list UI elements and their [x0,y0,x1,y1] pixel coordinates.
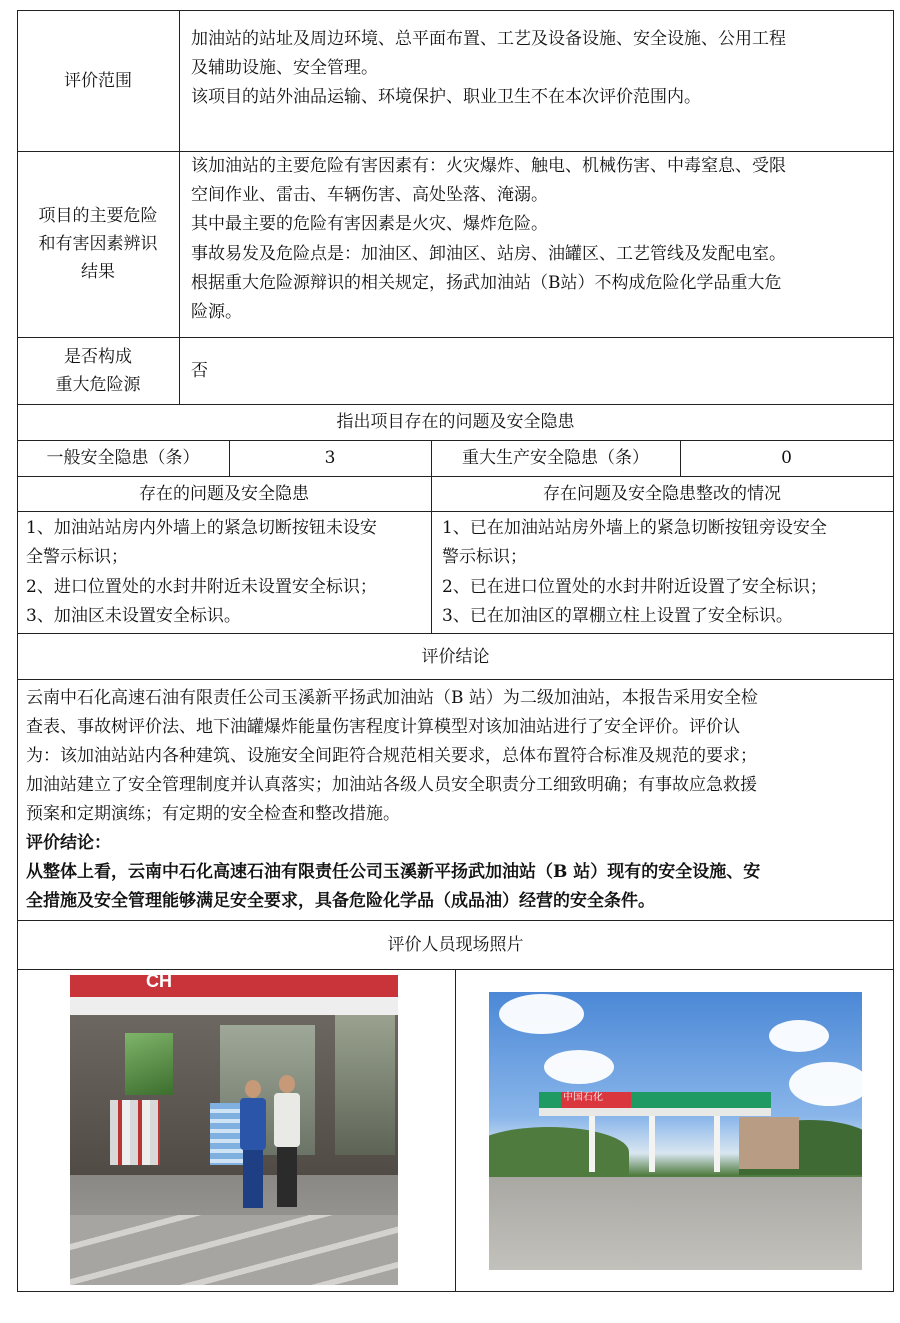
hazards-line: 其中最主要的危险有害因素是火灾、爆炸危险。 [191,214,548,234]
scope-line: 及辅助设施、安全管理。 [191,58,378,78]
conclusion-line: 为：该加油站站内各种建筑、设施安全间距符合规范相关要求，总体布置符合标准及规范的要求； [26,746,757,766]
issue-line: 1、加油站站房内外墙上的紧急切断按钮未设安 [26,518,377,538]
fix-line: 3、已在加油区的罩棚立柱上设置了安全标识。 [442,606,793,626]
hazards-line: 该加油站的主要危险有害因素有：火灾爆炸、触电、机械伤害、中毒窒息、受限 [191,156,786,176]
ground-markings [70,1215,398,1285]
scope-line: 该项目的站外油品运输、环境保护、职业卫生不在本次评价范围内。 [191,87,701,107]
row-divider [17,920,894,921]
fix-line: 1、已在加油站站房外墙上的紧急切断按钮旁设安全 [442,518,827,538]
label-column-divider [179,10,180,404]
photos-header: 评价人员现场照片 [387,935,524,955]
site-photo-staff [70,975,398,1285]
conclusion-line: 查表、事故树评价法、地下油罐爆炸能量伤害程度计算模型对该加油站进行了安全评价。评价认 [26,717,740,737]
conclusion-bold-title: 评价结论： [26,833,111,853]
store-window [125,1033,173,1095]
store-glass [335,1015,395,1155]
person-2 [274,1075,300,1212]
row-divider [17,476,894,477]
conclusion-line: 加油站建立了安全管理制度并认真落实；加油站各级人员安全职责分工细致明确；有事故应急救援 [26,775,757,795]
conclusion-header: 评价结论 [421,647,490,667]
cloud [769,1020,829,1052]
row-divider [17,151,894,152]
issue-line: 全警示标识； [26,547,128,567]
table-border-bottom [17,1291,894,1292]
major-hazard-value: 否 [191,361,208,381]
issues-left-header: 存在的问题及安全隐患 [139,484,309,504]
store-sign [70,975,398,997]
major-hazard-label: 重大危险源 [55,375,141,395]
row-divider [17,511,894,512]
station-building [739,1117,799,1169]
conclusion-line: 云南中石化高速石油有限责任公司玉溪新平扬武加油站（B 站）为二级加油站，本报告采用安全检 [26,688,758,708]
canopy-pillar [589,1116,595,1172]
person-1 [240,1080,266,1212]
issue-line: 3、加油区未设置安全标识。 [26,606,241,626]
row-divider [17,679,894,680]
scope-label: 评价范围 [64,71,132,91]
major-hazard-count: 0 [781,448,792,468]
row-divider [17,337,894,338]
forecourt [489,1177,862,1270]
row-divider [17,633,894,634]
goods-stack [110,1100,160,1165]
store-sign-text: CH [146,975,172,991]
hazards-line: 事故易发及危险点是：加油区、卸油区、站房、油罐区、工艺管线及发配电室。 [191,244,786,264]
hazards-label: 结果 [81,262,115,282]
hill [489,1127,629,1177]
fix-line: 警示标识； [442,547,527,567]
hazards-label: 和有害因素辨识 [38,234,158,254]
cloud [789,1062,862,1106]
major-hazard-label: 是否构成 [64,347,132,367]
conclusion-bold-line: 全措施及安全管理能够满足安全要求，具备危险化学品（成品油）经营的安全条件。 [26,891,655,911]
canopy-underside [539,1108,771,1116]
major-hazard-count-label: 重大生产安全隐患（条） [462,448,649,468]
cloud [499,994,584,1034]
conclusion-line: 预案和定期演练；有定期的安全检查和整改措施。 [26,804,400,824]
issue-line: 2、进口位置处的水封井附近未设置安全标识； [26,577,377,597]
hazards-line: 险源。 [191,302,242,322]
canopy-pillar [649,1116,655,1172]
hazards-line: 空间作业、雷击、车辆伤害、高处坠落、淹溺。 [191,185,548,205]
cloud [544,1050,614,1084]
scope-line: 加油站的站址及周边环境、总平面布置、工艺及设备设施、安全设施、公用工程 [191,29,786,49]
general-hazard-label: 一般安全隐患（条） [46,448,200,468]
hazards-line: 根据重大危险源辩识的相关规定，扬武加油站（B站）不构成危险化学品重大危 [191,273,782,293]
issues-right-header: 存在问题及安全隐患整改的情况 [543,484,781,504]
table-border-top [17,10,894,11]
canopy-pillar [714,1116,720,1172]
general-hazard-count: 3 [324,448,336,468]
row-divider [17,440,894,441]
conclusion-bold-line: 从整体上看，云南中石化高速石油有限责任公司玉溪新平扬武加油站（B 站）现有的安全设施、安 [26,862,761,882]
canopy-brand-text: 中国石化 [563,1092,603,1103]
row-divider [17,404,894,405]
fix-line: 2、已在进口位置处的水封井附近设置了安全标识； [442,577,827,597]
photo-divider [455,969,456,1291]
issues-header: 指出项目存在的问题及安全隐患 [336,412,575,432]
site-photo-station [489,992,862,1270]
hazards-label: 项目的主要危险 [38,206,158,226]
